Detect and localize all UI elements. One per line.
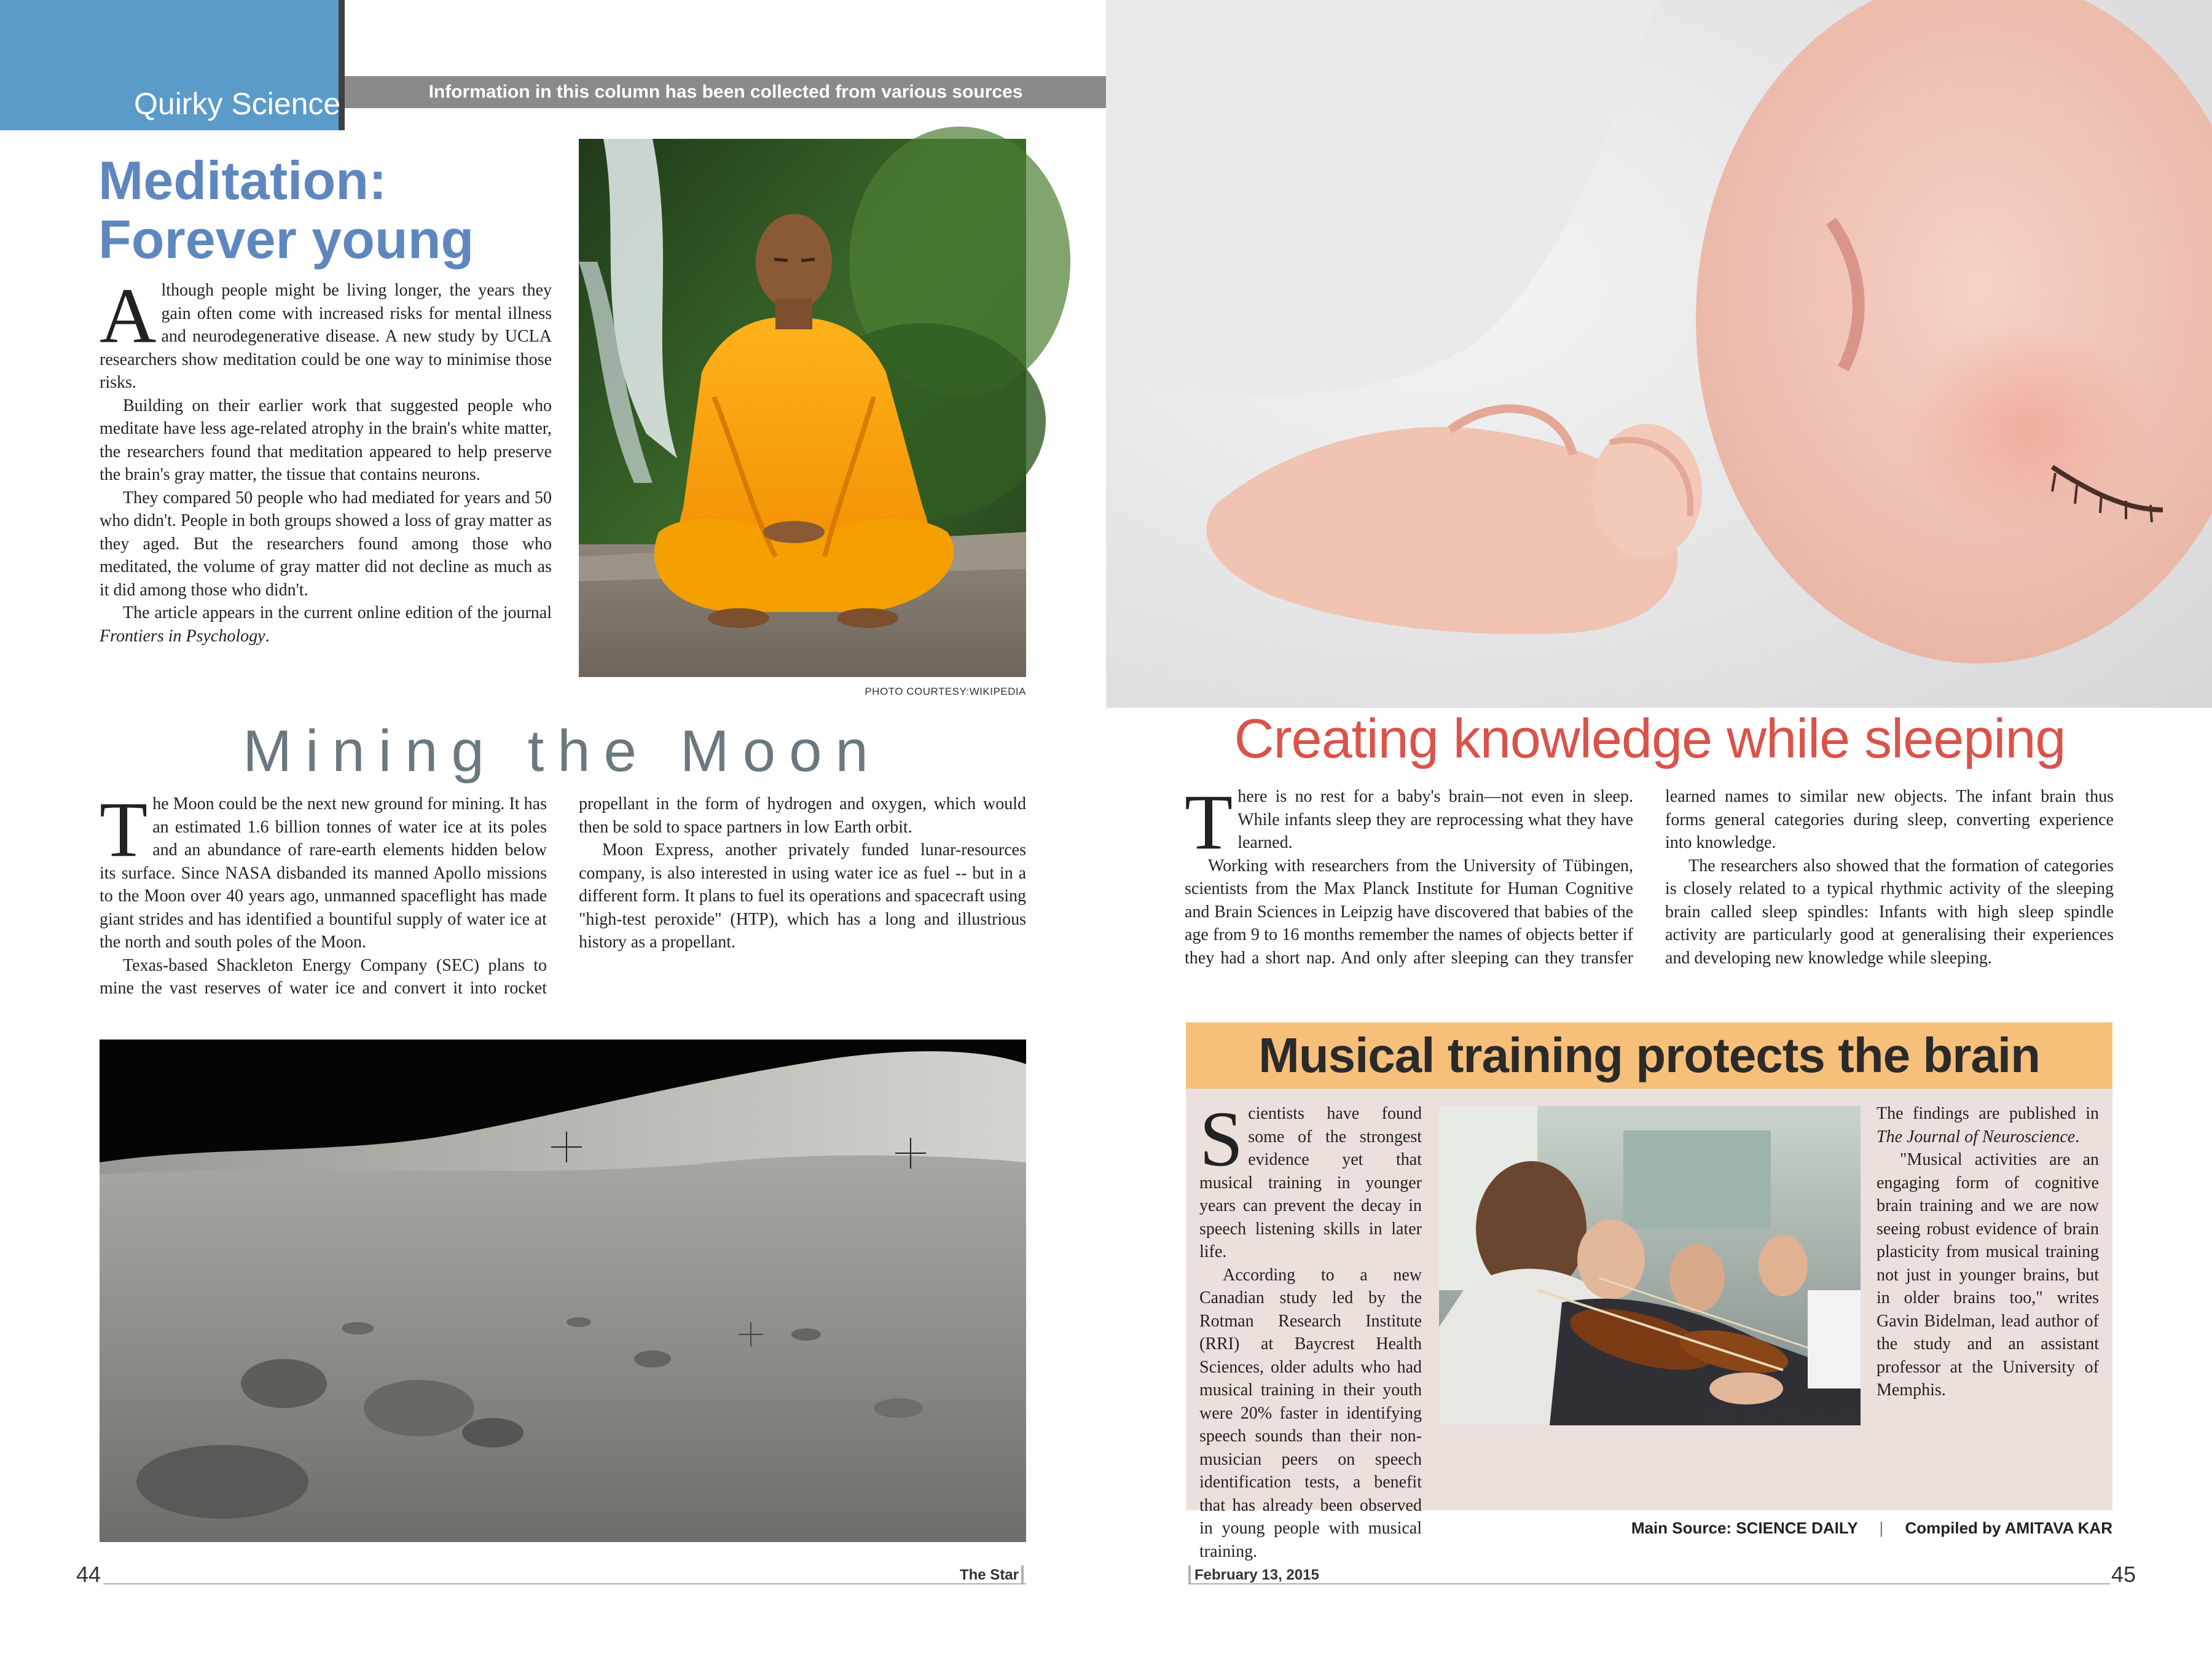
- moon-title: Mining the Moon: [243, 718, 882, 784]
- footer-rule-left: [103, 1583, 1026, 1584]
- publication-name: The Star: [959, 1567, 1019, 1583]
- music-p3-end: .: [2075, 1127, 2080, 1146]
- moon-p3: Moon Express, another privately funded lunar-resources company, is also interested in using water ice as fuel -- but in a different form. It plans to fuel its operations and spacecraft using "high-test peroxide" (HTP), which has a long and illustrious history as a propellant.: [579, 840, 1026, 952]
- meditation-title-line2: Forever young: [98, 209, 474, 270]
- section-label: Quirky Science: [134, 87, 341, 121]
- footer-rule-right: [1188, 1583, 2110, 1584]
- source-line: [1573, 1519, 2112, 1538]
- sleep-p1: here is no rest for a baby's brain—not even in sleep. While infants sleep they are reprocessing what they have learned.: [1237, 787, 1633, 852]
- main-source: Main Source: SCIENCE DAILY: [1631, 1519, 1858, 1537]
- sleep-body: [1185, 778, 2114, 994]
- sleep-p3: The researchers also showed that the formation of categories is closely related to a typical rhythmic activity of the sleeping brain called sleep spindles: Infants with high sleep spindle activity are particularly good at generalising their experiences and developing new knowledge while sleeping.: [1665, 856, 2114, 968]
- music-title-band: [1186, 1022, 2112, 1089]
- meditation-p4-end: .: [265, 626, 270, 646]
- meditation-p2: Building on their earlier work that suggested people who meditate have less age-related atrophy in the brain's white matter, the researchers found that meditation appeared to help preserve the brain's gray matter, the tissue that contains neurons.: [100, 396, 552, 484]
- music-journal: The Journal of Neuroscience: [1877, 1127, 2076, 1146]
- music-p3: [1877, 1102, 2099, 1148]
- baby-photo: [1106, 0, 2212, 708]
- meditation-p4: The article appears in the current online edition of the journal: [123, 603, 552, 622]
- source-separator: |: [1879, 1519, 1884, 1537]
- music-p2: According to a new Canadian study led by the Rotman Research Institute (RRI) at Baycrest Health Sciences, older adults who had musical training in their youth were 20% faster in identifying speech sounds than their non-musician peers on speech identification tests, a benefit that has already been observed in young people with musical training.: [1199, 1265, 1422, 1561]
- meditation-title-line1: Meditation:: [98, 150, 387, 211]
- meditation-p3: They compared 50 people who had mediated for years and 50 who didn't. People in both groups showed a loss of gray matter as they aged. But the researchers found among those who meditated, the volume of gray matter did not decline as much as it did among those who didn't.: [100, 488, 552, 600]
- moon-photo: [100, 1040, 1026, 1542]
- moon-body: [100, 786, 1026, 1024]
- meditation-body: [100, 272, 552, 648]
- music-title: Musical training protects the brain: [1258, 1028, 2040, 1083]
- sleep-drop-cap: T: [1185, 778, 1233, 866]
- music-p3-start: The findings are published in: [1877, 1104, 2099, 1123]
- page-number-right: 45: [2111, 1562, 2136, 1587]
- music-column-right: [1877, 1102, 2099, 1502]
- monk-photo: [579, 139, 1026, 677]
- sleep-p2: Working with researchers from the University of Tübingen, scientists from the Max Planck Institute for Human Cognitive and Brain Sciences in Leipzig have discovered that babies of the age from 9 to 16 months remember the names of objects better if they had a short nap. And only after sleeping can they transfer learned names to similar new objects. The infant brain thus forms general categories during sleep, converting experience into knowledge.: [1185, 787, 2114, 968]
- sleep-title: Creating knowledge while sleeping: [1234, 708, 2066, 770]
- music-bottom-middle: [1509, 1450, 1789, 1505]
- meditation-p1: lthough people might be living longer, the years they gain often come with increased risks for mental illness and neurodegenerative disease. A new study by UCLA researchers show meditation could be one way to minimise those risks.: [100, 281, 552, 392]
- info-banner-text: Information in this column has been collected from various sources: [428, 82, 1023, 102]
- orchestra-photo-image: [1439, 1106, 1861, 1425]
- monk-photo-credit: PHOTO COURTESY:WIKIPEDIA: [865, 686, 1026, 697]
- publication-tick: [1021, 1565, 1024, 1584]
- music-p4: "Musical activities are an engaging form of cognitive brain training and we are now seeing robust evidence of brain plasticity from musical training not just in younger brains, but in older brains too," writes Gavin Bidelman, lead author of the study and an assistant professor at the University of Memphis.: [1877, 1150, 2099, 1400]
- meditation-journal: Frontiers in Psychology: [100, 626, 265, 646]
- issue-date: February 13, 2015: [1194, 1567, 1319, 1583]
- music-column-left: [1199, 1095, 1422, 1561]
- orchestra-photo-credit: PHOTO COURTESY: GRU.EDU: [1702, 1411, 1861, 1422]
- orchestra-photo: [1439, 1106, 1861, 1425]
- meditation-drop-cap: A: [100, 272, 157, 359]
- music-drop-cap: S: [1199, 1095, 1244, 1183]
- moon-p2: Texas-based Shackleton Energy Company (SEC) plans to mine the vast reserves of water ice and convert it into rocket propellant in the form of hydrogen and oxygen, which would then be sold to space partners in low Earth orbit.: [100, 794, 1026, 998]
- compiled-by: Compiled by AMITAVA KAR: [1905, 1519, 2112, 1537]
- moon-photo-image: [100, 1040, 1026, 1542]
- monk-photo-image: [579, 139, 1026, 677]
- info-banner: [345, 76, 1107, 108]
- date-tick: [1188, 1565, 1191, 1584]
- music-p1: cientists have found some of the strongest evidence yet that musical training in younger years can prevent the decay in speech listening skills in later life.: [1199, 1104, 1422, 1261]
- meditation-title: [98, 151, 474, 269]
- page-number-left: 44: [76, 1562, 101, 1587]
- moon-p1: he Moon could be the next new ground for mining. It has an estimated 1.6 billion tonnes of water ice at its poles and an abundance of rare-earth elements hidden below its surface. Since NASA disbanded its manned Apollo missions to the Moon over 40 years ago, unmanned spaceflight has made giant strides and has identified a bountiful supply of water ice at the north and south poles of the Moon.: [100, 794, 547, 952]
- baby-photo-image: [1106, 0, 2212, 708]
- moon-drop-cap: T: [100, 786, 148, 873]
